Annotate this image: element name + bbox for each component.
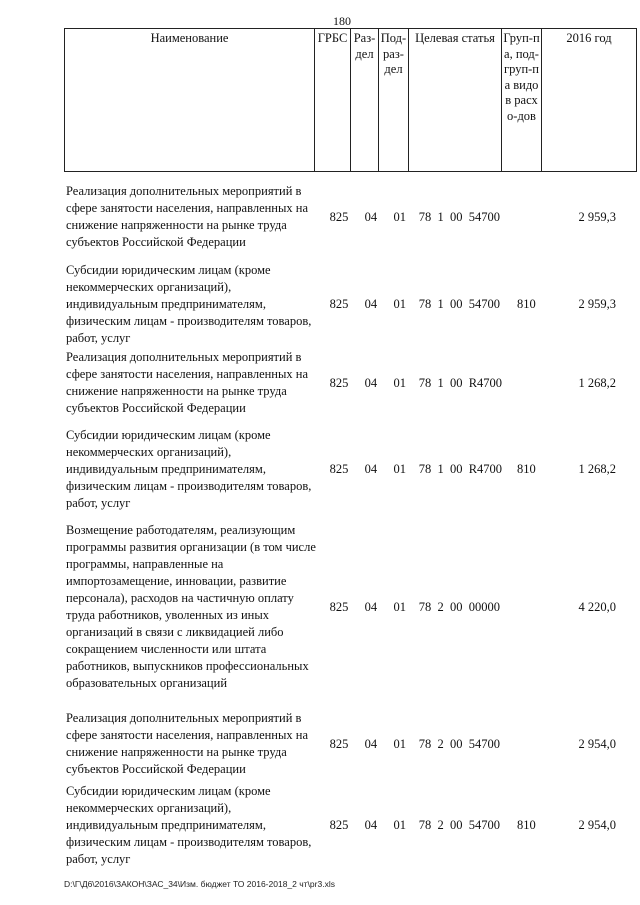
row-group: 810 — [516, 296, 536, 311]
row-target: 78 1 00 R4700 — [418, 375, 503, 390]
header-razdel: Раз-дел — [351, 29, 379, 172]
row-podrazdel: 01 — [393, 817, 407, 832]
row-amount: 2 959,3 — [578, 296, 616, 311]
row-razdel: 04 — [364, 296, 378, 311]
row-target: 78 1 00 54700 — [418, 209, 500, 224]
page-number: 180 — [333, 14, 351, 28]
table-row — [64, 710, 636, 778]
table-row — [64, 349, 636, 417]
row-podrazdel: 01 — [393, 599, 407, 614]
row-amount: 2 954,0 — [578, 817, 616, 832]
table-header — [64, 28, 637, 172]
row-grbs: 825 — [329, 209, 349, 224]
row-name: Субсидии юридическим лицам (кроме некоммерческих организаций), индивидуальным предпринимателям, физическим лицам - производителям товаров, работ, услуг — [66, 783, 312, 866]
header-grbs: ГРБС — [315, 29, 351, 172]
row-amount: 2 954,0 — [578, 736, 616, 751]
row-amount: 2 959,3 — [578, 209, 616, 224]
row-razdel: 04 — [364, 736, 378, 751]
row-group: 810 — [516, 817, 536, 832]
row-amount: 4 220,0 — [578, 599, 616, 614]
row-razdel: 04 — [364, 461, 378, 476]
row-target: 78 2 00 00000 — [418, 599, 500, 614]
table-row — [64, 426, 636, 512]
row-razdel: 04 — [364, 599, 378, 614]
table-row — [64, 515, 636, 699]
file-path-footer: D:\Г\Д6\2016\ЗАКОН\ЗАС_34\Изм. бюджет ТО 2016-2018_2 чт\pr3.xls — [64, 879, 335, 889]
row-grbs: 825 — [329, 599, 349, 614]
row-target: 78 1 00 54700 — [418, 296, 500, 311]
row-target: 78 2 00 54700 — [418, 817, 500, 832]
row-razdel: 04 — [364, 209, 378, 224]
row-podrazdel: 01 — [393, 375, 407, 390]
row-amount: 1 268,2 — [578, 461, 616, 476]
row-podrazdel: 01 — [393, 296, 407, 311]
row-target: 78 1 00 R4700 — [418, 461, 503, 476]
row-amount: 1 268,2 — [578, 375, 616, 390]
table-row — [64, 183, 636, 251]
header-name: Наименование — [65, 29, 315, 172]
row-grbs: 825 — [329, 461, 349, 476]
row-name: Субсидии юридическим лицам (кроме некоммерческих организаций), индивидуальным предпринимателям, физическим лицам - производителям товаров, работ, услуг — [66, 262, 312, 345]
header-target: Целевая статья — [409, 29, 502, 172]
row-podrazdel: 01 — [393, 209, 407, 224]
row-podrazdel: 01 — [393, 736, 407, 751]
table-row — [64, 261, 636, 347]
row-name: Субсидии юридическим лицам (кроме некоммерческих организаций), индивидуальным предпринимателям, физическим лицам - производителям товаров, работ, услуг — [66, 427, 312, 510]
row-podrazdel: 01 — [393, 461, 407, 476]
row-name: Реализация дополнительных мероприятий в сфере занятости населения, направленных на снижение напряженности на рынке труда субъектов Российской Федерации — [66, 350, 309, 415]
header-year: 2016 год — [542, 29, 637, 172]
row-razdel: 04 — [364, 817, 378, 832]
header-group: Груп-па, под-груп-па видов расхо-дов — [502, 29, 542, 172]
row-name: Возмещение работодателям, реализующим программы развития организации (в том числе программы, направленные на импортозамещение, инновации, развитие персонала), расходов на частичную оплату труда работников, уволенных из иных организаций в связи с ликвидацией либо сокращением численности или штата работников, выпускников профессиональных образовательных организаций — [66, 523, 316, 690]
row-grbs: 825 — [329, 817, 349, 832]
header-podrazdel: Под-раз-дел — [379, 29, 409, 172]
table-row — [64, 782, 636, 868]
row-target: 78 2 00 54700 — [418, 736, 500, 751]
row-group: 810 — [516, 461, 536, 476]
row-name: Реализация дополнительных мероприятий в сфере занятости населения, направленных на снижение напряженности на рынке труда субъектов Российской Федерации — [66, 711, 309, 776]
row-name: Реализация дополнительных мероприятий в сфере занятости населения, направленных на снижение напряженности на рынке труда субъектов Российской Федерации — [66, 184, 309, 249]
row-grbs: 825 — [329, 736, 349, 751]
row-grbs: 825 — [329, 375, 349, 390]
row-razdel: 04 — [364, 375, 378, 390]
row-grbs: 825 — [329, 296, 349, 311]
